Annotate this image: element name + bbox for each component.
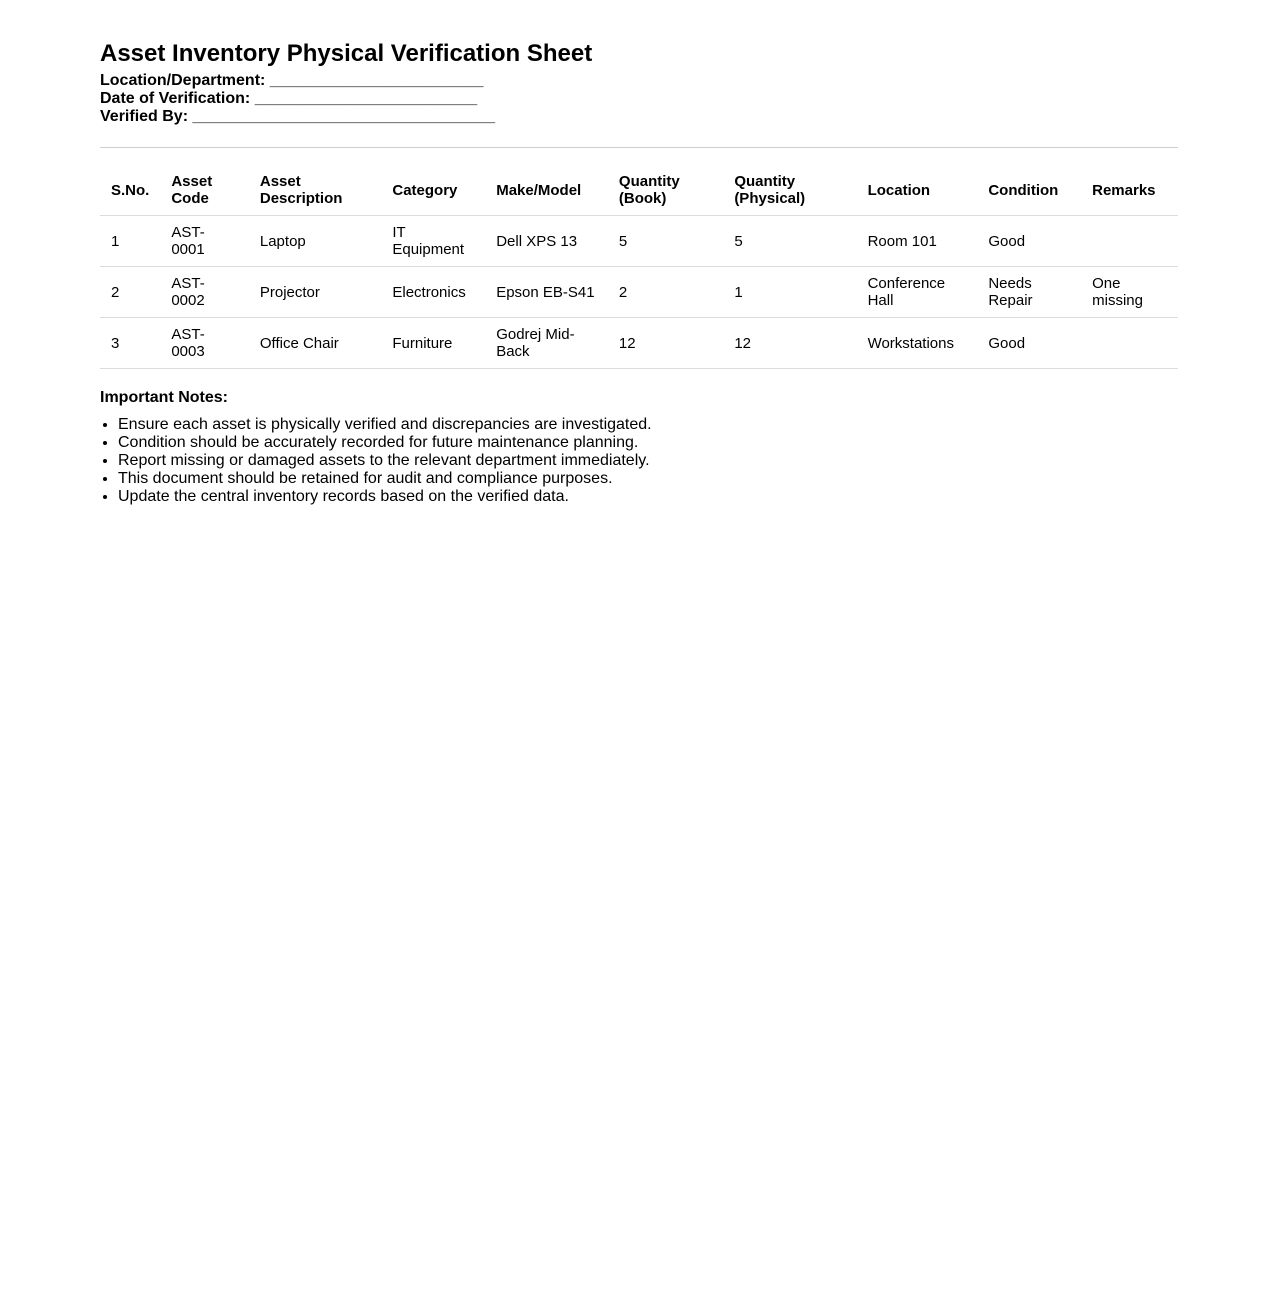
col-header-make-model: Make/Model: [485, 173, 608, 216]
cell-asset-code: AST-0002: [160, 267, 249, 318]
sheet-fields: [100, 72, 1178, 126]
cell-quantity-physical: 12: [723, 318, 856, 369]
col-header-condition: Condition: [977, 173, 1081, 216]
verification-sheet: [100, 38, 1178, 506]
cell-quantity-book: 2: [608, 267, 723, 318]
cell-make-model: Godrej Mid-Back: [485, 318, 608, 369]
table-row: [100, 267, 1178, 318]
col-header-quantity-book: Quantity (Book): [608, 173, 723, 216]
cell-quantity-physical: 5: [723, 216, 856, 267]
cell-asset-code: AST-0001: [160, 216, 249, 267]
location-department-field: Location/Department: ________________________: [100, 72, 484, 89]
cell-make-model: Dell XPS 13: [485, 216, 608, 267]
date-of-verification-field: Date of Verification: _________________________: [100, 90, 478, 107]
col-header-quantity-physical: Quantity (Physical): [723, 173, 856, 216]
cell-quantity-book: 12: [608, 318, 723, 369]
col-header-asset-code: Asset Code: [160, 173, 249, 216]
table-header-row: [100, 173, 1178, 216]
cell-remarks: [1081, 216, 1178, 267]
cell-asset-code: AST-0003: [160, 318, 249, 369]
cell-sno: 3: [100, 318, 160, 369]
cell-category: Electronics: [381, 267, 485, 318]
list-item: • Update the central inventory records based on the verified data.: [118, 488, 1178, 506]
col-header-sno: S.No.: [100, 173, 160, 216]
cell-sno: 1: [100, 216, 160, 267]
cell-remarks: One missing: [1081, 267, 1178, 318]
document-title: Asset Inventory Physical Verification Sheet: [100, 40, 593, 67]
col-header-category: Category: [381, 173, 485, 216]
asset-table: [100, 173, 1178, 369]
cell-sno: 2: [100, 267, 160, 318]
list-item: • This document should be retained for audit and compliance purposes.: [118, 470, 1178, 488]
cell-condition: Good: [977, 318, 1081, 369]
cell-make-model: Epson EB-S41: [485, 267, 608, 318]
cell-asset-description: Laptop: [249, 216, 381, 267]
col-header-remarks: Remarks: [1081, 173, 1178, 216]
cell-asset-description: Office Chair: [249, 318, 381, 369]
important-notes-heading: Important Notes:: [100, 389, 228, 406]
col-header-asset-description: Asset Description: [249, 173, 381, 216]
cell-condition: Good: [977, 216, 1081, 267]
cell-quantity-physical: 1: [723, 267, 856, 318]
cell-remarks: [1081, 318, 1178, 369]
cell-asset-description: Projector: [249, 267, 381, 318]
cell-location: Room 101: [857, 216, 978, 267]
cell-condition: Needs Repair: [977, 267, 1081, 318]
list-item: • Condition should be accurately recorded for future maintenance planning.: [118, 434, 1178, 452]
cell-category: Furniture: [381, 318, 485, 369]
divider: [100, 147, 1178, 148]
list-item: • Report missing or damaged assets to the relevant department immediately.: [118, 452, 1178, 470]
list-item: • Ensure each asset is physically verified and discrepancies are investigated.: [118, 416, 1178, 434]
cell-category: IT Equipment: [381, 216, 485, 267]
cell-location: Workstations: [857, 318, 978, 369]
verified-by-field: Verified By: __________________________________: [100, 108, 496, 125]
cell-location: Conference Hall: [857, 267, 978, 318]
col-header-location: Location: [857, 173, 978, 216]
cell-quantity-book: 5: [608, 216, 723, 267]
important-notes-list: [100, 416, 1178, 506]
table-row: [100, 216, 1178, 267]
table-row: [100, 318, 1178, 369]
